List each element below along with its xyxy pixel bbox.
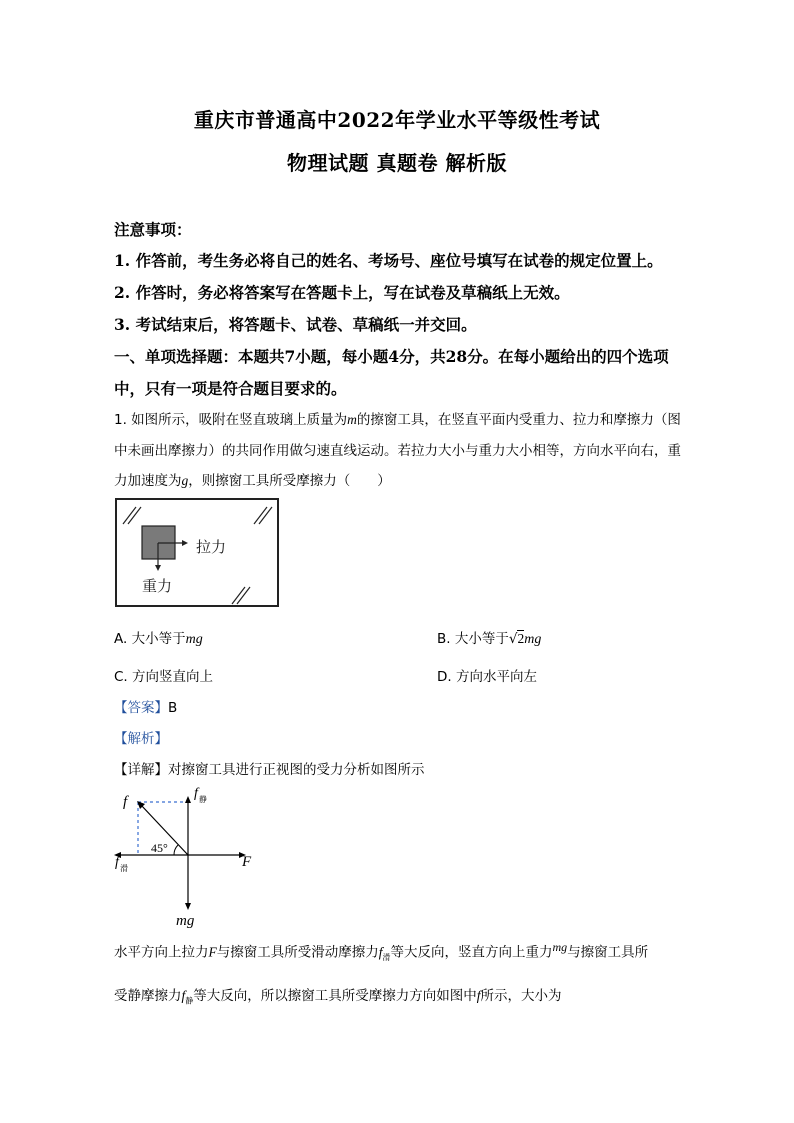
option-b[interactable]	[437, 627, 541, 648]
detail-line	[114, 758, 425, 778]
glass-hatch-bottom-right	[232, 587, 250, 604]
angle-label: 45°	[151, 841, 168, 855]
glass-hatch-top-right	[254, 507, 272, 524]
gravity-label: 重力	[142, 579, 173, 595]
force-diagram	[110, 782, 270, 930]
pull-arrowhead	[182, 540, 188, 546]
expl-text: 受静摩擦力	[114, 988, 182, 1004]
stem-text: ，则擦窗工具所受摩擦力（ ）	[188, 473, 391, 489]
f-static-sub: 静	[199, 795, 207, 804]
gravity-vector-arrowhead	[185, 903, 191, 910]
option-c[interactable]: C. 方向竖直向上	[114, 669, 214, 685]
var-f-static: f	[181, 988, 186, 1003]
question-stem-line	[114, 408, 684, 428]
expl-text: 与擦窗工具所受滑动摩擦力	[216, 944, 379, 961]
answer-label: 【答案】	[114, 700, 168, 716]
option-a-text: A. 大小等于	[114, 631, 186, 647]
analysis-label: 【解析】	[114, 731, 168, 747]
question-stem-line	[114, 469, 684, 489]
var-f-slide: f	[378, 944, 383, 960]
explanation-line	[114, 984, 562, 1007]
glass-hatch-top-left	[123, 507, 141, 524]
stem-text: 1. 如图所示，吸附在竖直玻璃上质量为	[114, 412, 348, 428]
option-b-expr: mg	[524, 632, 542, 647]
var-f: f	[476, 988, 481, 1003]
option-b-radicand: 2	[517, 631, 525, 646]
option-a[interactable]	[114, 627, 203, 648]
pull-label: 拉力	[196, 540, 227, 556]
static-friction-arrowhead	[185, 796, 191, 803]
note-item: 2. 作答时，务必将答案写在答题卡上，写在试卷及草稿纸上无效。	[114, 283, 570, 302]
f-slide-sub: 滑	[120, 864, 128, 873]
var-m: m	[347, 412, 357, 427]
answer-line	[114, 696, 177, 716]
expl-text: 与擦窗工具所	[567, 944, 649, 961]
var-F: F	[208, 944, 217, 960]
page-title: 重庆市普通高中2022年学业水平等级性考试	[193, 108, 601, 132]
expl-text: 所示，大小为	[480, 988, 562, 1004]
angle-arc	[174, 845, 178, 855]
section-heading-cont: 中，只有一项是符合题目要求的。	[114, 379, 347, 398]
expl-text: 等大反向，所以擦窗工具所受摩擦力方向如图中	[193, 988, 477, 1004]
option-b-text: B. 大小等于	[437, 631, 509, 647]
question-stem-line: 中未画出摩擦力）的共同作用做匀速直线运动。若拉力大小与重力大小相等，方向水平向右，重	[114, 443, 681, 459]
stem-text: 力加速度为	[114, 473, 182, 489]
option-a-expr: mg	[185, 632, 203, 647]
stem-text: 的擦窗工具，在竖直平面内受重力、拉力和摩擦力（图	[356, 412, 681, 428]
f-static-label: f	[194, 786, 198, 801]
note-item: 3. 考试结束后，将答题卡、试卷、草稿纸一并交回。	[114, 315, 477, 334]
window-figure	[112, 496, 282, 610]
detail-label: 【详解】	[114, 762, 168, 778]
detail-text: 对擦窗工具进行正视图的受力分析如图所示	[168, 762, 425, 778]
mg-label: mg	[176, 913, 195, 929]
sqrt-icon: √	[508, 631, 518, 647]
note-item: 1. 作答前，考生务必将自己的姓名、考场号、座位号填写在试卷的规定位置上。	[114, 251, 663, 270]
f-label: f	[123, 794, 128, 810]
gravity-arrowhead	[155, 565, 161, 571]
var-g: g	[181, 473, 189, 488]
F-label: F	[242, 854, 252, 870]
notes-heading: 注意事项：	[114, 220, 192, 239]
var-mg: mg	[552, 940, 568, 954]
f-slide-label: f	[115, 855, 119, 870]
expl-text: 水平方向上拉力	[114, 944, 209, 961]
section-heading: 一、单项选择题：本题共7小题，每小题4分，共28分。在每小题给出的四个选项	[114, 347, 669, 366]
explanation-line	[114, 940, 648, 963]
var-f-slide-sub: 滑	[382, 953, 391, 963]
var-f-static-sub: 静	[185, 996, 194, 1006]
answer-value: B	[168, 700, 178, 716]
option-d[interactable]: D. 方向水平向左	[437, 669, 537, 685]
page-subtitle: 物理试题 真题卷 解析版	[287, 151, 507, 175]
expl-text: 等大反向，竖直方向上重力	[390, 944, 553, 961]
